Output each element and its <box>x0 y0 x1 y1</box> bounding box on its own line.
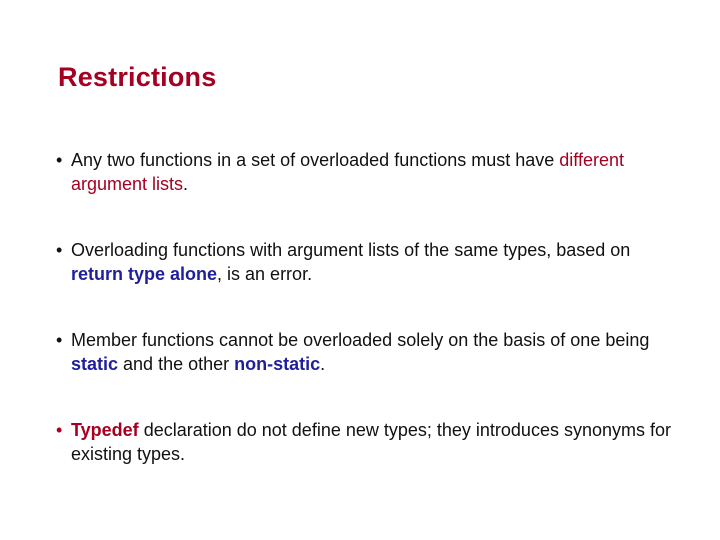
bullet-text-post: , is an error. <box>217 264 313 284</box>
bullet-text <box>71 238 676 286</box>
bullet-item-1 <box>56 148 676 196</box>
slide-title: Restrictions <box>58 62 217 92</box>
emphasis-different-argument-lists: different argument lists <box>71 150 624 194</box>
bullet-text-post: . <box>183 174 189 194</box>
bullet-item-2 <box>56 238 676 286</box>
bullet-item-3 <box>56 328 676 376</box>
emphasis-return-type-alone: return type alone <box>71 264 218 284</box>
emphasis-non-static: non-static <box>234 354 321 374</box>
bullet-text-pre: Overloading functions with argument lists of the same types, based on <box>71 240 631 260</box>
bullet-text-post: . <box>320 354 326 374</box>
bullet-list <box>56 148 676 508</box>
emphasis-static: static <box>71 354 119 374</box>
emphasis-typedef: Typedef <box>71 420 139 440</box>
bullet-text-post: declaration do not define new types; they introduces synonyms for existing types. <box>71 420 671 464</box>
bullet-text-mid: and the other <box>118 354 235 374</box>
bullet-text <box>71 418 676 466</box>
bullet-text-pre: Any two functions in a set of overloaded functions must have <box>71 150 560 170</box>
bullet-text <box>71 148 676 196</box>
bullet-marker: • <box>56 150 63 170</box>
bullet-marker: • <box>56 240 63 260</box>
bullet-text <box>71 328 676 376</box>
bullet-item-4 <box>56 418 676 466</box>
bullet-text-pre: Member functions cannot be overloaded solely on the basis of one being <box>71 330 650 350</box>
bullet-marker: • <box>56 330 63 350</box>
bullet-marker: • <box>56 420 63 440</box>
